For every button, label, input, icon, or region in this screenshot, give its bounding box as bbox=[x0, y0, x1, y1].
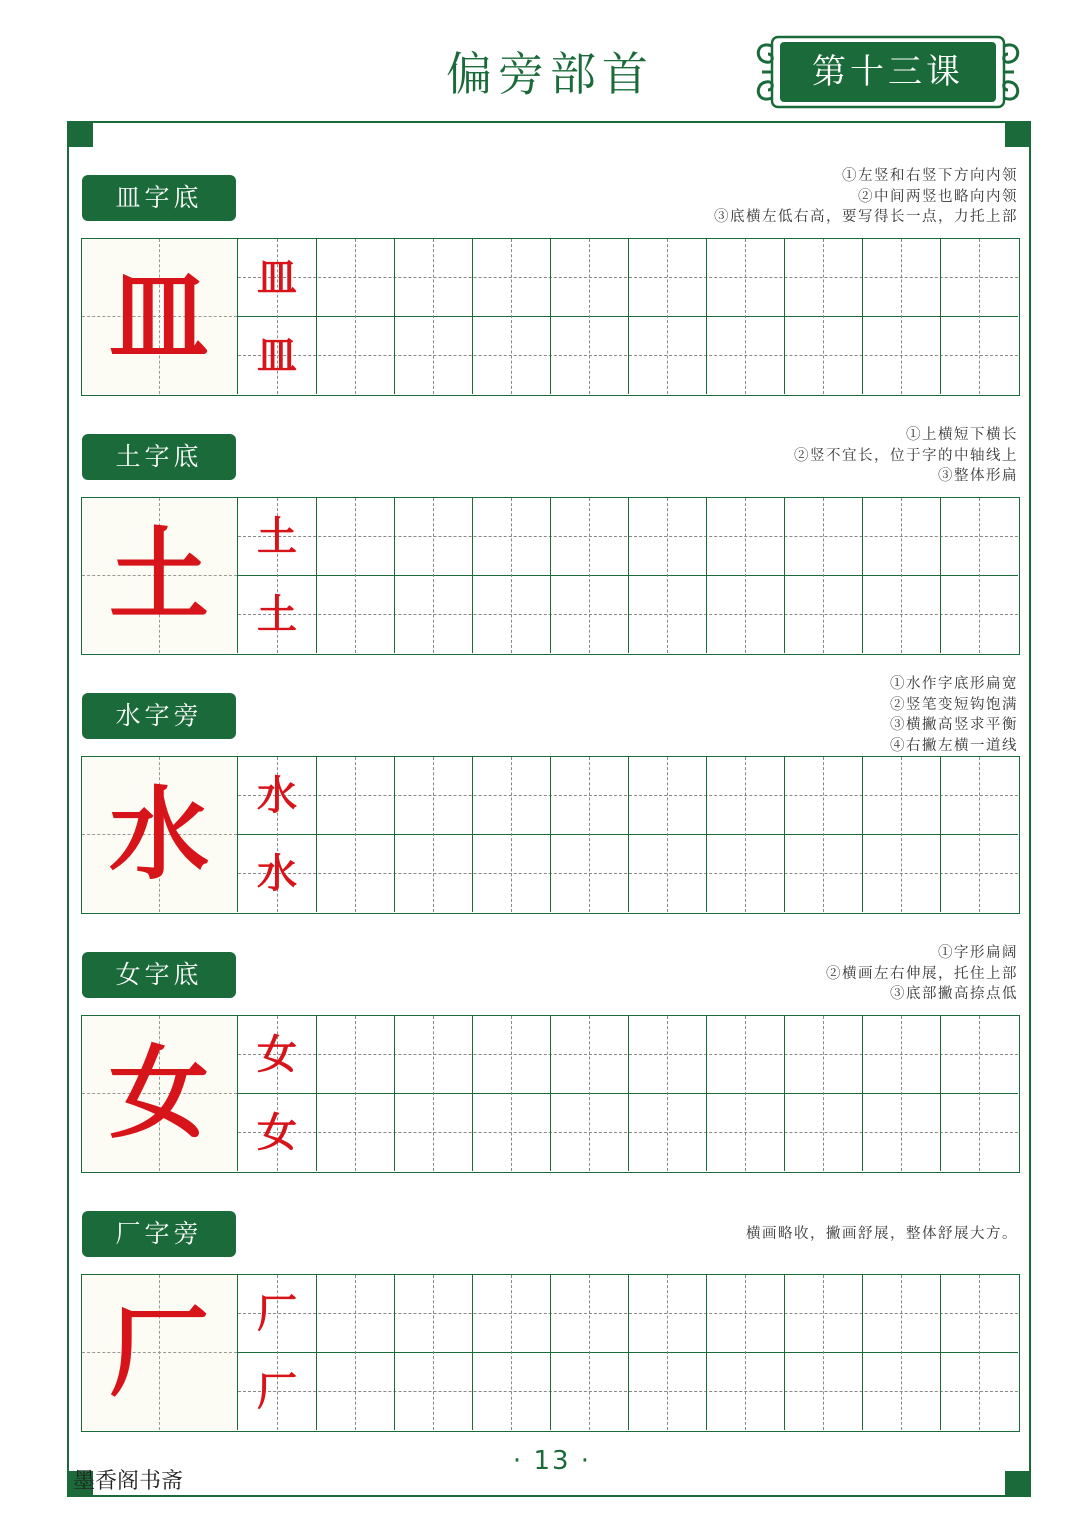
practice-grid bbox=[81, 1274, 1020, 1432]
tip-line: 横画略收，撇画舒展，整体舒展大方。 bbox=[746, 1226, 1018, 1242]
writing-tips bbox=[746, 1224, 1018, 1245]
watermark: 墨香阁书斋 bbox=[73, 1469, 184, 1494]
tracing-character: 土 bbox=[257, 513, 297, 560]
tip-line: ③整体形扁 bbox=[938, 468, 1018, 484]
tracing-cells[interactable] bbox=[238, 757, 1018, 912]
model-character-cell bbox=[82, 1016, 238, 1171]
tracing-character: 皿 bbox=[257, 332, 297, 379]
corner-mark bbox=[1005, 123, 1029, 147]
corner-mark bbox=[1005, 1471, 1029, 1495]
tip-line: ②中间两竖也略向内领 bbox=[858, 188, 1018, 205]
tracing-character: 水 bbox=[257, 772, 297, 819]
tip-line: ①字形扁阔 bbox=[938, 945, 1018, 961]
tracing-character: 厂 bbox=[257, 1290, 297, 1337]
tracing-character: 女 bbox=[257, 1109, 297, 1156]
model-character: 土 bbox=[109, 516, 209, 634]
tip-line: ③底部撇高捺点低 bbox=[890, 986, 1018, 1002]
model-character-cell bbox=[82, 757, 238, 912]
tip-line: ①上横短下横长 bbox=[906, 427, 1018, 443]
tip-line: ③底横左低右高，要写得长一点，力托上部 bbox=[714, 209, 1018, 225]
tip-line: ④右撇左横一道线 bbox=[890, 737, 1018, 754]
tracing-character: 厂 bbox=[257, 1368, 297, 1415]
tip-line: ②竖笔变短钩饱满 bbox=[890, 696, 1018, 713]
tip-line: ②横画左右伸展，托住上部 bbox=[826, 965, 1018, 982]
tracing-character: 皿 bbox=[257, 254, 297, 301]
model-character-cell bbox=[82, 239, 238, 394]
writing-tips bbox=[826, 943, 1018, 1005]
tip-line: ②竖不宜长，位于字的中轴线上 bbox=[794, 447, 1018, 464]
page-title: 偏旁部首 bbox=[446, 47, 654, 101]
lesson-badge bbox=[752, 34, 1024, 110]
radical-label: 厂字旁 bbox=[82, 1211, 236, 1257]
tracing-cells[interactable] bbox=[238, 1016, 1018, 1171]
radical-label: 土字底 bbox=[82, 434, 236, 480]
model-character-cell bbox=[82, 498, 238, 653]
tracing-character: 土 bbox=[257, 591, 297, 638]
model-character-cell bbox=[82, 1275, 238, 1430]
tip-line: ③横撇高竖求平衡 bbox=[890, 717, 1018, 733]
practice-grid bbox=[81, 497, 1020, 655]
practice-grid bbox=[81, 238, 1020, 396]
practice-grid bbox=[81, 1015, 1020, 1173]
tip-line: ①左竖和右竖下方向内领 bbox=[842, 168, 1018, 184]
tracing-character: 水 bbox=[257, 850, 297, 897]
model-character: 厂 bbox=[109, 1293, 209, 1411]
tracing-character: 女 bbox=[257, 1031, 297, 1078]
tracing-cells[interactable] bbox=[238, 498, 1018, 653]
page-number: · 13 · bbox=[512, 1446, 592, 1476]
tip-line: ①水作字底形扁宽 bbox=[890, 676, 1018, 692]
model-character: 皿 bbox=[109, 257, 209, 375]
writing-tips bbox=[714, 166, 1018, 228]
corner-mark bbox=[69, 123, 93, 147]
radical-label: 皿字底 bbox=[82, 175, 236, 221]
practice-grid bbox=[81, 756, 1020, 914]
lesson-number: 第十三课 bbox=[812, 52, 964, 92]
writing-tips bbox=[794, 425, 1018, 487]
writing-tips bbox=[890, 674, 1018, 756]
model-character: 女 bbox=[109, 1034, 209, 1152]
radical-label: 女字底 bbox=[82, 952, 236, 998]
tracing-cells[interactable] bbox=[238, 1275, 1018, 1430]
radical-label: 水字旁 bbox=[82, 693, 236, 739]
model-character: 水 bbox=[109, 775, 209, 893]
tracing-cells[interactable] bbox=[238, 239, 1018, 394]
